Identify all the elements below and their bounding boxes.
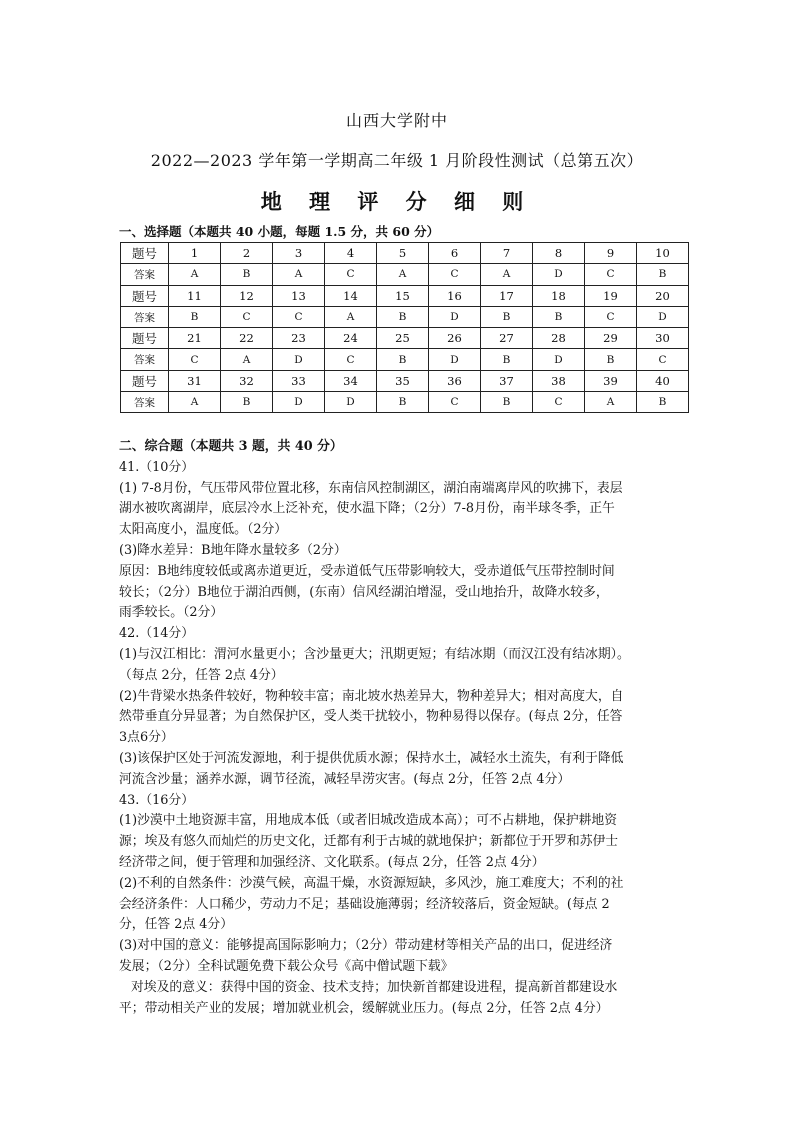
exam-title: 2022—2023 学年第一学期高二年级 1 月阶段性测试（总第五次） xyxy=(150,151,644,170)
question-number-cell: 13 xyxy=(273,285,325,306)
answer-cell: B xyxy=(533,306,585,327)
question-number-row xyxy=(121,370,689,391)
answer-cell: B xyxy=(221,264,273,285)
question-number-cell: 37 xyxy=(481,370,533,391)
question-number-cell: 34 xyxy=(325,370,377,391)
answer-line: 雨季较长。（2分） xyxy=(119,605,224,621)
answer-cell: B xyxy=(481,392,533,413)
question-number-cell: 30 xyxy=(637,328,689,349)
answer-cell: D xyxy=(533,349,585,370)
answer-cell: D xyxy=(637,306,689,327)
answer-cell: B xyxy=(481,349,533,370)
answer-row xyxy=(121,264,689,285)
answer-line: 太阳高度小，温度低。（2分） xyxy=(119,522,288,538)
answer-cell: A xyxy=(585,392,637,413)
answer-line: 湖水被吹离湖岸，底层冷水上泛补充，使水温下降；（2分）7-8月份，南半球冬季，正午 xyxy=(119,501,615,517)
answer-line: 发展；（2分）全科试题免费下载公众号《高中僧试题下载》 xyxy=(119,958,454,974)
answer-cell: A xyxy=(273,264,325,285)
question-number-cell: 19 xyxy=(585,285,637,306)
answer-cell: B xyxy=(377,392,429,413)
answer-cell: B xyxy=(585,349,637,370)
question-number-cell: 39 xyxy=(585,370,637,391)
question-label-cell: 题号 xyxy=(121,243,169,264)
answer-cell: B xyxy=(481,306,533,327)
answer-line: 3点6分） xyxy=(119,730,174,746)
question-number-cell: 24 xyxy=(325,328,377,349)
question-number-row xyxy=(121,285,689,306)
answer-cell: D xyxy=(429,349,481,370)
answer-cell: C xyxy=(429,264,481,285)
answer-label-cell: 答案 xyxy=(121,392,169,413)
answer-line: (1)沙漠中土地资源丰富，用地成本低（或者旧城改造成本高）；可不占耕地，保护耕地资 xyxy=(119,813,618,829)
answer-cell: D xyxy=(533,264,585,285)
answer-cell: B xyxy=(377,306,429,327)
question-number-cell: 17 xyxy=(481,285,533,306)
answer-row xyxy=(121,349,689,370)
question-label-cell: 题号 xyxy=(121,285,169,306)
answer-line: 42.（14分） xyxy=(119,626,195,642)
question-number-cell: 28 xyxy=(533,328,585,349)
answer-cell: C xyxy=(585,306,637,327)
question-number-cell: 40 xyxy=(637,370,689,391)
section2-heading: 二、综合题（本题共 3 题，共 40 分） xyxy=(119,439,343,454)
answer-line: 平；带动相关产业的发展；增加就业机会，缓解就业压力。(每点 2分，任答 2点 4分） xyxy=(119,1000,609,1016)
question-number-cell: 27 xyxy=(481,328,533,349)
question-label-cell: 题号 xyxy=(121,370,169,391)
answer-label-cell: 答案 xyxy=(121,306,169,327)
question-number-cell: 23 xyxy=(273,328,325,349)
question-number-cell: 35 xyxy=(377,370,429,391)
answer-cell: B xyxy=(221,392,273,413)
answer-line: （每点 2分，任答 2点 4分） xyxy=(119,667,284,683)
question-number-cell: 1 xyxy=(169,243,221,264)
answer-line: (3)该保护区处于河流发源地，利于提供优质水源；保持水土，减轻水土流失，有利于降低 xyxy=(119,750,624,766)
answer-cell: A xyxy=(221,349,273,370)
question-number-row xyxy=(121,328,689,349)
answer-cell: D xyxy=(273,349,325,370)
question-number-cell: 5 xyxy=(377,243,429,264)
question-number-cell: 33 xyxy=(273,370,325,391)
question-number-cell: 12 xyxy=(221,285,273,306)
question-number-cell: 16 xyxy=(429,285,481,306)
question-number-row xyxy=(121,243,689,264)
answer-line: (2)不利的自然条件：沙漠气候，高温干燥，水资源短缺，多风沙，施工难度大；不利的社 xyxy=(119,875,624,891)
section1-heading: 一、选择题（本题共 40 小题，每题 1.5 分，共 60 分） xyxy=(119,224,440,239)
answer-cell: B xyxy=(169,306,221,327)
school-name: 山西大学附中 xyxy=(345,111,448,130)
answer-line: 较长；（2分）B地位于湖泊西侧，(东南）信风经湖泊增湿，受山地抬升，故降水较多， xyxy=(119,584,609,600)
answer-cell: C xyxy=(273,306,325,327)
answer-cell: D xyxy=(429,306,481,327)
question-number-cell: 2 xyxy=(221,243,273,264)
answer-cell: B xyxy=(637,264,689,285)
answer-line: (1) 7-8月份，气压带风带位置北移，东南信风控制湖区，湖泊南端离岸风的吹拂下，表层 xyxy=(119,480,623,496)
answer-cell: B xyxy=(637,392,689,413)
question-number-cell: 29 xyxy=(585,328,637,349)
question-number-cell: 32 xyxy=(221,370,273,391)
question-number-cell: 38 xyxy=(533,370,585,391)
question-number-cell: 21 xyxy=(169,328,221,349)
question-number-cell: 26 xyxy=(429,328,481,349)
answer-line: 源；埃及有悠久而灿烂的历史文化，迁都有利于古城的就地保护；新都位于开罗和苏伊士 xyxy=(119,834,619,850)
question-number-cell: 22 xyxy=(221,328,273,349)
answer-line: 对埃及的意义：获得中国的资金、技术支持；加快新首都建设进程，提高新首都建设水 xyxy=(131,979,618,995)
answer-line: (3)对中国的意义：能够提高国际影响力；（2分）带动建材等相关产品的出口，促进经济 xyxy=(119,938,613,954)
answer-cell: A xyxy=(325,306,377,327)
answer-cell: A xyxy=(169,392,221,413)
answer-line: 原因：B地纬度较低或离赤道更近，受赤道低气压带影响较大，受赤道低气压带控制时间 xyxy=(119,563,615,579)
question-number-cell: 9 xyxy=(585,243,637,264)
answer-line: 经济带之间，便于管理和加强经济、文化联系。(每点 2分，任答 2点 4分） xyxy=(119,854,545,870)
answer-cell: C xyxy=(585,264,637,285)
answer-row xyxy=(121,306,689,327)
answer-line: 43.（16分） xyxy=(119,792,195,808)
question-number-cell: 31 xyxy=(169,370,221,391)
answer-cell: C xyxy=(325,264,377,285)
answer-cell: C xyxy=(533,392,585,413)
question-number-cell: 36 xyxy=(429,370,481,391)
question-number-cell: 8 xyxy=(533,243,585,264)
question-number-cell: 25 xyxy=(377,328,429,349)
answer-table xyxy=(120,242,689,413)
answer-label-cell: 答案 xyxy=(121,264,169,285)
question-number-cell: 4 xyxy=(325,243,377,264)
question-number-cell: 7 xyxy=(481,243,533,264)
answer-line: 河流含沙量；涵养水源，调节径流，减轻旱涝灾害。(每点 2分，任答 2点 4分） xyxy=(119,771,571,787)
question-number-cell: 14 xyxy=(325,285,377,306)
document-title: 地 理 评 分 细 则 xyxy=(260,189,534,214)
answer-line: 然带垂直分异显著；为自然保护区，受人类干扰较小，物种易得以保存。(每点 2分，任答 xyxy=(119,709,623,725)
answer-cell: C xyxy=(637,349,689,370)
answer-line: 41.（10分） xyxy=(119,459,195,475)
question-number-cell: 15 xyxy=(377,285,429,306)
answer-cell: C xyxy=(221,306,273,327)
answer-cell: D xyxy=(273,392,325,413)
answer-cell: A xyxy=(377,264,429,285)
answer-line: 会经济条件：人口稀少，劳动力不足；基础设施薄弱；经济较落后，资金短缺。(每点 2 xyxy=(119,896,610,912)
question-number-cell: 6 xyxy=(429,243,481,264)
question-number-cell: 20 xyxy=(637,285,689,306)
question-label-cell: 题号 xyxy=(121,328,169,349)
section2-content xyxy=(119,437,685,1019)
answer-line: (2)牛背梁水热条件较好，物种较丰富；南北坡水热差异大，物种差异大；相对高度大，自 xyxy=(119,688,624,704)
answer-cell: D xyxy=(325,392,377,413)
answer-line: (3)降水差异：B地年降水量较多（2分） xyxy=(119,542,347,558)
answer-label-cell: 答案 xyxy=(121,349,169,370)
question-number-cell: 3 xyxy=(273,243,325,264)
answer-cell: B xyxy=(377,349,429,370)
question-number-cell: 11 xyxy=(169,285,221,306)
answer-row xyxy=(121,392,689,413)
answer-cell: A xyxy=(169,264,221,285)
answer-cell: A xyxy=(481,264,533,285)
question-number-cell: 10 xyxy=(637,243,689,264)
answer-cell: C xyxy=(169,349,221,370)
answer-line: (1)与汉江相比：渭河水量更小；含沙量更大；汛期更短；有结冰期（而汉江没有结冰期）。 xyxy=(119,646,630,662)
answer-cell: C xyxy=(325,349,377,370)
answer-cell: C xyxy=(429,392,481,413)
question-number-cell: 18 xyxy=(533,285,585,306)
answer-line: 分，任答 2点 4分） xyxy=(119,917,233,933)
